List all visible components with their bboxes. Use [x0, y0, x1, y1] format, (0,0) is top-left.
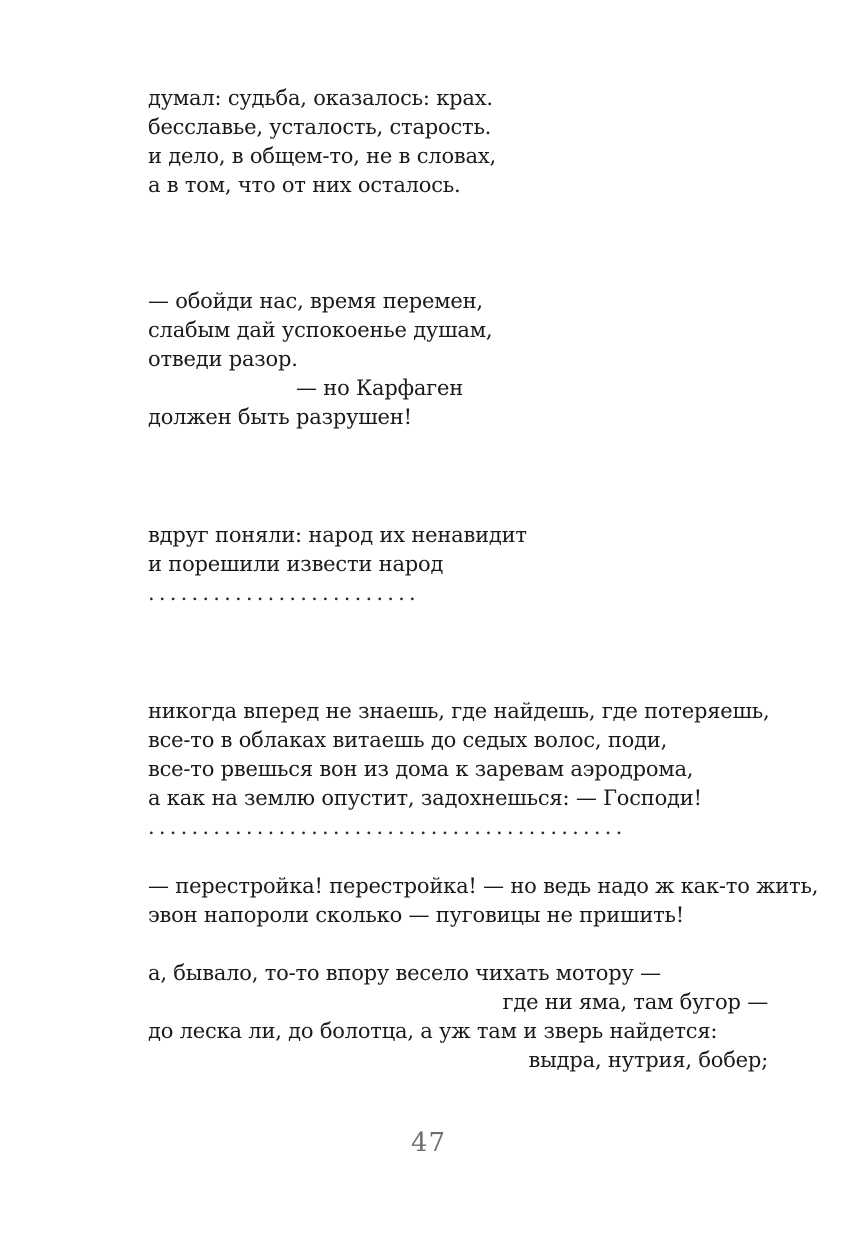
verse-line: бесславье, усталость, старость.	[148, 115, 492, 139]
verse-line: думал: судьба, оказалось: крах.	[148, 86, 493, 110]
verse-line: все-то в облаках витаешь до седых волос, поди,	[148, 728, 668, 752]
stanza-2	[148, 287, 492, 432]
verse-line: слабым дай успокоенье душам,	[148, 318, 493, 342]
page-number: 47	[410, 1128, 447, 1158]
verse-line: — обойди нас, время перемен,	[148, 289, 483, 313]
verse-line: и дело, в общем-то, не в словах,	[148, 144, 496, 168]
verse-line: а в том, что от них осталось.	[148, 173, 461, 197]
verse-line: эвон напороли сколько — пуговицы не пришить!	[148, 903, 685, 927]
stanza-4	[148, 697, 770, 842]
verse-line-right-aligned: выдра, нутрия, бобер;	[528, 1048, 768, 1072]
verse-line: а, бывало, то-то впору весело чихать мотору —	[148, 961, 661, 985]
stanza-1	[148, 84, 496, 200]
verse-line: вдруг поняли: народ их ненавидит	[148, 523, 527, 547]
stanza-6	[148, 959, 768, 1075]
stanza-3	[148, 521, 527, 608]
verse-line: отведи разор.	[148, 347, 298, 371]
verse-line: и порешили извести народ	[148, 552, 444, 576]
verse-line: — перестройка! перестройка! — но ведь надо ж как-то жить,	[148, 874, 819, 898]
verse-line: никогда вперед не знаешь, где найдешь, где потеряешь,	[148, 699, 770, 723]
ellipsis-dot-row: ............................................	[148, 815, 627, 839]
verse-line: все-то рвешься вон из дома к заревам аэродрома,	[148, 757, 694, 781]
verse-line: должен быть разрушен!	[148, 405, 412, 429]
ellipsis-dot-row: .........................	[148, 581, 420, 605]
verse-line: а как на землю опустит, задохнешься: — Господи!	[148, 786, 702, 810]
stanza-5	[148, 872, 818, 930]
verse-line-indented: — но Карфаген	[296, 376, 463, 400]
verse-line: до леска ли, до болотца, а уж там и зверь найдется:	[148, 1019, 718, 1043]
verse-line-right-aligned: где ни яма, там бугор —	[502, 990, 768, 1014]
